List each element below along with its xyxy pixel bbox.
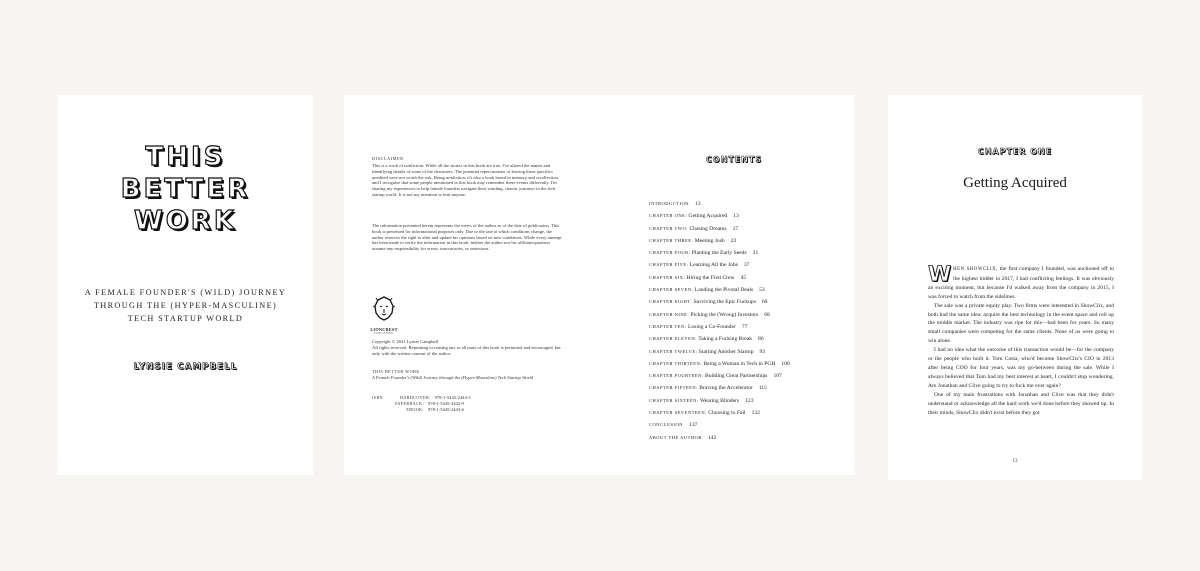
- toc-entry-number: CHAPTER EIGHT:: [649, 299, 693, 305]
- toc-entry-title: Picking the (Wrong) Investors: [690, 311, 759, 318]
- toc-entry-number: CHAPTER SEVENTEEN:: [649, 410, 707, 416]
- toc-entry: [649, 346, 839, 358]
- toc-entry-title: Chasing Dreams: [689, 225, 727, 232]
- title-page: [58, 95, 313, 475]
- toc-entry-page: 17: [732, 225, 739, 232]
- chapter-page: [888, 95, 1142, 480]
- toc-entry-page: 13: [695, 201, 701, 207]
- toc-entry-title: Starting Another Startup: [698, 348, 754, 355]
- toc-entry-page: 45: [740, 274, 747, 281]
- toc-entry: [649, 309, 839, 321]
- subtitle-line: THROUGH THE (HYPER-MASCULINE): [93, 301, 278, 310]
- toc-entry-number: CHAPTER SEVEN:: [649, 287, 694, 293]
- toc-entry-title: Getting Acquired: [688, 213, 728, 220]
- copyright-line: Copyright © 2021 Lynsie Campbell: [372, 339, 439, 344]
- author-name: LYNSIE CAMPBELL: [133, 362, 238, 372]
- subtitle-line: TECH STARTUP WORLD: [127, 314, 244, 323]
- toc-entry-page: 53: [759, 287, 765, 294]
- toc-entry-page: 13: [733, 213, 739, 220]
- toc-entry-number: CONCLUSION: [649, 422, 684, 428]
- book-title-caps: THIS BETTER WORK: [372, 369, 420, 374]
- toc-entry: [649, 223, 839, 235]
- toc-entry-title: Planting the Early Seeds: [691, 250, 747, 257]
- toc-entry-number: CHAPTER FIFTEEN:: [649, 385, 698, 391]
- isbn-number: 978-1-5445-2442-9: [428, 401, 464, 406]
- toc-entry-title: Building Great Partnerships: [705, 373, 768, 380]
- toc-entry-number: INTRODUCTION: [649, 201, 689, 206]
- isbn-label: ISBN: [372, 395, 383, 400]
- copyright-contents-spread: [344, 95, 854, 475]
- title-line: BETTER: [120, 174, 251, 204]
- title-line: THIS: [145, 142, 226, 172]
- toc-entry: [649, 259, 839, 271]
- disclaimer-text: This is a work of nonfiction. While all the stories in this book are true, I've altered the names and identifying details of some of the characters. The potential repercussions of leaving these specifics unedited were not worth the risk. Being nonfiction, it's also a book based in memory and recollection, and I recognize that some people mentioned in this book may remember these events differently. I'm sharing my experiences to help female founders navigate their winding, chaotic journeys in the tech startup world. It is not my intention to hurt anyone.: [372, 163, 559, 197]
- toc-entry-number: CHAPTER THIRTEEN:: [649, 360, 703, 366]
- contents-heading: CONTENTS: [705, 155, 763, 164]
- toc-entry-number: CHAPTER FIVE:: [649, 262, 689, 268]
- book-title: [58, 141, 313, 237]
- toc-entry-page: 142: [707, 434, 717, 441]
- toc-entry-number: CHAPTER NINE:: [649, 311, 690, 317]
- toc-entry-number: CHAPTER TWELVE:: [649, 348, 698, 354]
- information-text: The information presented herein represents the views of the author as of the date of publication. This book is presented for informational purposes only. Due to the rate at which conditions change, the author reserves the right to alter and update his opinions based on new conditions. While every attempt has been made to verify the information in this book, neither the author nor his affiliates/partners assume any responsibility for errors, inaccuracies, or omissions.: [372, 223, 562, 252]
- toc-entry-page: 31: [752, 250, 759, 257]
- toc-entry: [649, 247, 839, 259]
- toc-entry-page: 132: [751, 410, 760, 417]
- toc-entry-number: ABOUT THE AUTHOR: [649, 434, 702, 440]
- paragraph: I had no idea what the outcome of this transaction would be—for the company or the people who built it. Tom Costa, who'd become ShowClix's CIO in 2013 after being COO for four years, was my go-between during the sale. While I always believed that Tom had my best interest at heart, I couldn't stop wondering. Are Jonathan and Clive going to try to fuck me over again?: [928, 347, 1114, 389]
- toc-entry-title: Losing a Co-Founder: [687, 323, 736, 330]
- toc-entry-title: Taking a Fucking Break: [698, 336, 753, 343]
- rights-text: All rights reserved. Reprinting or reusing any or all parts of this book is permitted and encouraged, but only with the written consent of the author.: [372, 344, 561, 356]
- toc-entry-number: CHAPTER ELEVEN:: [649, 336, 697, 342]
- toc-entry-page: 93: [759, 348, 766, 355]
- toc-entry-page: 86: [758, 336, 764, 343]
- toc-entry-page: 77: [741, 323, 748, 330]
- publisher-sub: PUBLISHING: [374, 332, 394, 335]
- isbn-format: PAPERBACK:: [395, 401, 424, 406]
- toc-entry: [649, 210, 839, 222]
- book-subtitle-italic: A Female Founder's (Wild) Journey through the (Hyper-Masculine) Tech Startup World: [372, 374, 534, 380]
- isbn-block: [372, 395, 564, 413]
- toc-entry: [649, 419, 839, 431]
- title-line: WORK: [134, 206, 237, 236]
- toc-entry: [649, 407, 839, 419]
- publisher-name: LIONCREST: [370, 327, 398, 332]
- drop-cap: W: [928, 262, 952, 286]
- toc-entry-page: 100: [781, 360, 790, 367]
- paragraph: [928, 262, 1114, 302]
- toc-entry: [649, 321, 839, 333]
- isbn-format: EBOOK:: [406, 407, 424, 412]
- opening-small-caps: HEN SHOWCLIX,: [953, 267, 998, 272]
- toc-entry-title: Hiring the First Crew: [686, 274, 735, 281]
- toc-entry-number: CHAPTER SIXTEEN:: [649, 397, 699, 403]
- toc-entry-page: 37: [743, 262, 750, 269]
- toc-entry-title: Wearing Blinders: [699, 397, 740, 404]
- toc-entry-page: 137: [689, 422, 698, 429]
- isbn-number: 978-1-5445-2443-6: [428, 407, 464, 412]
- toc-entry-number: CHAPTER FOUR:: [649, 250, 691, 256]
- toc-entry-number: CHAPTER TWO:: [649, 225, 689, 231]
- toc-entry: [649, 272, 839, 284]
- toc-entry: [649, 284, 839, 296]
- toc-entry-title: Landing the Pivotal Deals: [694, 287, 754, 294]
- toc-entry-page: 23: [730, 237, 737, 244]
- toc-entry-number: CHAPTER THREE:: [649, 237, 694, 243]
- toc-entry-title: Choosing to Fail: [708, 410, 746, 417]
- toc-entry-number: CHAPTER FOURTEEN:: [649, 373, 704, 379]
- toc-entry: [649, 358, 839, 370]
- table-of-contents: [649, 198, 839, 444]
- paragraph: One of my main frustrations with Jonathan and Clive was that they didn't understand or acknowledge all the hard work we'd done before they showed up. In their minds, ShowClix didn't exist before they got: [928, 391, 1114, 416]
- toc-entry-number: CHAPTER ONE:: [649, 213, 688, 219]
- toc-entry: [649, 333, 839, 345]
- toc-entry: [649, 235, 839, 247]
- toc-entry-page: 68: [764, 311, 770, 318]
- chapter-label: CHAPTER ONE: [977, 147, 1053, 156]
- toc-entry-number: CHAPTER TEN:: [649, 323, 687, 329]
- toc-entry: [649, 382, 839, 394]
- book-subtitle: [58, 286, 313, 325]
- chapter-title: Getting Acquired: [963, 175, 1067, 191]
- isbn-row: [372, 407, 564, 413]
- toc-entry: [649, 395, 839, 407]
- toc-entry-title: Meeting Josh: [694, 237, 725, 244]
- toc-entry-title: Surviving the Epic Fuckups: [693, 299, 756, 306]
- toc-entry: [649, 370, 839, 382]
- chapter-body: [928, 262, 1114, 417]
- toc-entry-page: 115: [758, 385, 767, 392]
- toc-entry-page: 107: [773, 373, 782, 380]
- toc-entry-title: Being a Woman in Tech in PGH: [703, 360, 776, 367]
- toc-entry-number: CHAPTER SIX:: [649, 274, 686, 280]
- isbn-number: 978-1-5445-2444-3: [434, 395, 471, 400]
- paragraph: The sale was a private equity play. Two firms were interested in ShowClix, and both had the same idea: acquire the best technology in the event space and roll up the middle market. The industry was ripe for this—had been for years. So many small companies were competing for the same clients. None of us were going to win alone.: [928, 302, 1114, 345]
- page-number: 13: [1012, 459, 1018, 464]
- paragraph-text: the first company I founded, was auctioned off to the highest bidder in 2017, I had conflicting feelings. It was obviously an exciting moment, but because I'd walked away from the company in 2015, I was forced to watch from the sidelines.: [928, 266, 1114, 300]
- toc-entry: [649, 198, 839, 210]
- toc-entry: [649, 296, 839, 308]
- toc-entry: [649, 432, 839, 444]
- isbn-format: HARDCOVER:: [400, 395, 431, 400]
- toc-entry-page: 60: [761, 299, 768, 306]
- copyright-block: [372, 339, 564, 356]
- toc-entry-title: Learning All the Jobs: [689, 262, 738, 269]
- disclaimer-label: DISCLAIMER: [372, 156, 404, 161]
- book-title-block: [372, 369, 564, 381]
- subtitle-line: A FEMALE FOUNDER'S (WILD) JOURNEY: [84, 288, 287, 297]
- toc-entry-page: 123: [745, 397, 754, 404]
- toc-entry-title: Braving the Accelerator: [699, 385, 753, 392]
